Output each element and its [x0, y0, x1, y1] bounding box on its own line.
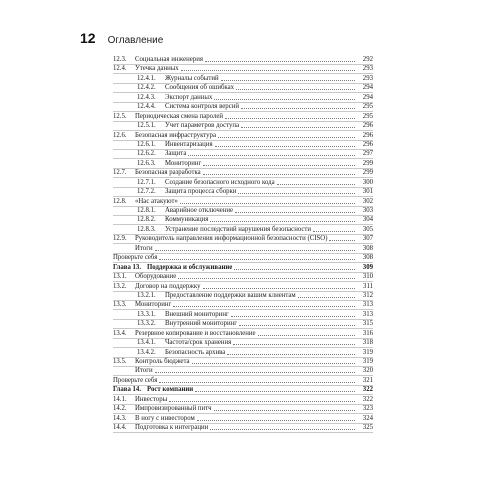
toc-entry-number: 12.8.1.: [137, 207, 156, 214]
toc-entry-page: 323: [362, 405, 373, 413]
toc-entry-number: 12.8.2.: [137, 216, 156, 224]
table-of-contents: [113, 55, 373, 433]
toc-entry-row: [113, 244, 373, 253]
toc-entry-page: 296: [362, 122, 373, 130]
dot-leader: [214, 410, 355, 411]
toc-entry-title: Сообщения об ошибках: [165, 84, 235, 92]
dot-leader: [277, 184, 355, 185]
dot-leader: [231, 316, 355, 317]
toc-entry-row: [113, 291, 373, 300]
toc-entry-title: Мониторинг: [165, 159, 202, 167]
dot-leader: [173, 306, 355, 307]
toc-entry-row: [113, 215, 373, 224]
toc-entry-row: [113, 366, 373, 375]
toc-entry-row: [113, 140, 373, 149]
toc-entry-number: 12.6.: [113, 131, 127, 139]
toc-entry-page: 313: [362, 301, 373, 309]
toc-entry-row: [113, 338, 373, 347]
dot-leader: [236, 89, 355, 90]
toc-entry-row: [113, 112, 373, 121]
toc-entry-page: 319: [362, 358, 373, 365]
dot-leader: [181, 70, 355, 71]
toc-entry-row: [113, 187, 373, 196]
toc-entry-row: [113, 253, 373, 262]
dot-leader: [329, 240, 355, 241]
dot-leader: [180, 203, 355, 204]
dot-leader: [215, 146, 355, 147]
toc-entry-row: [113, 55, 373, 64]
toc-entry-row: [113, 376, 373, 385]
toc-entry-title: Социальная инженерия: [135, 56, 203, 63]
toc-entry-number: 13.2.1.: [137, 291, 156, 299]
dot-leader: [313, 231, 355, 232]
toc-entry-title: Безопасность архива: [165, 348, 226, 356]
toc-entry-page: 294: [362, 84, 373, 92]
toc-entry-title: Журналы событий: [165, 74, 219, 82]
toc-entry-number: 13.4.2.: [137, 348, 156, 356]
toc-entry-row: [113, 102, 373, 111]
toc-entry-number: Глава 14.: [113, 386, 142, 394]
toc-entry-title: Частота/срок хранения: [165, 339, 232, 347]
toc-entry-row: [113, 300, 373, 309]
toc-entry-row: [113, 178, 373, 187]
dot-leader: [155, 372, 355, 373]
toc-entry-title: Договор на поддержку: [135, 282, 201, 290]
toc-entry-page: 312: [362, 291, 373, 299]
toc-entry-row: [113, 319, 373, 328]
toc-entry-row: [113, 404, 373, 413]
toc-entry-number: 12.6.3.: [137, 159, 156, 167]
toc-entry-page: 294: [362, 93, 373, 101]
toc-entry-title: Безопасная разработка: [135, 169, 201, 177]
toc-entry-title: Аварийное отключение: [165, 207, 234, 214]
toc-entry-title: Экспорт данных: [165, 93, 213, 101]
toc-entry-title: Рост компании: [147, 386, 194, 394]
toc-entry-page: 318: [362, 339, 373, 347]
dot-leader: [227, 354, 355, 355]
dot-leader: [210, 429, 355, 430]
toc-entry-number: 13.3.2.: [137, 320, 156, 328]
toc-entry-page: 295: [362, 112, 373, 120]
toc-entry-title: Резервное копирование и восстановление: [135, 329, 256, 337]
dot-leader: [192, 363, 355, 364]
toc-entry-title: Проверьте себя: [113, 376, 158, 384]
toc-entry-page: 324: [362, 414, 373, 422]
toc-entry-row: [113, 149, 373, 158]
toc-entry-page: 307: [362, 235, 373, 243]
toc-entry-number: Глава 13.: [113, 263, 142, 271]
dot-leader: [298, 297, 355, 298]
toc-entry-title: Защита: [165, 150, 187, 158]
toc-entry-number: 14.4.: [113, 424, 127, 432]
toc-entry-page: 316: [362, 329, 373, 337]
toc-entry-title: Устранение последствий нарушения безопасности: [165, 225, 312, 233]
toc-entry-number: 12.9.: [113, 235, 127, 243]
toc-entry-number: 13.1.: [113, 273, 127, 281]
toc-entry-row: [113, 423, 373, 432]
dot-leader: [155, 250, 355, 251]
toc-entry-title: Руководитель направления информационной безопасности (CISO): [135, 235, 328, 243]
toc-entry-page: 302: [362, 197, 373, 205]
toc-entry-number: 12.5.1.: [137, 122, 156, 130]
toc-entry-number: 12.7.2.: [137, 188, 156, 196]
dot-leader: [239, 325, 355, 326]
dot-leader: [195, 391, 355, 392]
toc-entry-page: 320: [362, 367, 373, 375]
dot-leader: [159, 259, 355, 260]
toc-entry-page: 293: [362, 74, 373, 82]
toc-entry-number: 12.7.: [113, 169, 127, 177]
toc-chapter-row: [113, 385, 373, 394]
toc-entry-title: Импровизированный питч: [135, 405, 212, 413]
dot-leader: [225, 118, 355, 119]
toc-entry-title: Периодическая смена паролей: [135, 112, 224, 120]
toc-entry-row: [113, 93, 373, 102]
toc-entry-number: 13.5.: [113, 358, 127, 365]
toc-entry-page: 296: [362, 140, 373, 148]
toc-entry-row: [113, 414, 373, 423]
toc-entry-number: 12.4.1.: [137, 74, 156, 82]
toc-entry-page: 325: [362, 424, 373, 432]
toc-entry-row: [113, 282, 373, 291]
toc-entry-page: 308: [362, 254, 373, 262]
page-header: [80, 30, 163, 46]
dot-leader: [233, 344, 355, 345]
toc-entry-page: 299: [362, 169, 373, 177]
toc-entry-number: 12.6.1.: [137, 140, 156, 148]
toc-entry-title: Мониторинг: [135, 301, 172, 309]
toc-entry-page: 310: [362, 273, 373, 281]
toc-entry-row: [113, 206, 373, 215]
toc-entry-page: 311: [363, 282, 373, 290]
toc-entry-title: Учет параметров доступа: [165, 122, 240, 130]
toc-entry-page: 308: [362, 244, 373, 252]
dot-leader: [203, 165, 355, 166]
dot-leader: [218, 137, 355, 138]
toc-entry-number: 13.4.: [113, 329, 127, 337]
toc-entry-number: 14.2.: [113, 405, 127, 413]
toc-entry-page: 295: [362, 103, 373, 111]
toc-entry-page: 322: [362, 395, 373, 403]
toc-entry-number: 12.4.4.: [137, 103, 156, 111]
toc-entry-page: 322: [362, 386, 373, 394]
toc-entry-title: Защита процесса сборки: [165, 188, 237, 196]
dot-leader: [203, 288, 355, 289]
dot-leader: [203, 174, 355, 175]
toc-entry-row: [113, 329, 373, 338]
toc-entry-row: [113, 74, 373, 83]
dot-leader: [169, 401, 355, 402]
toc-entry-title: Инвесторы: [135, 395, 168, 403]
toc-entry-title: Внешний мониторинг: [165, 310, 229, 318]
toc-entry-number: 12.4.3.: [137, 93, 156, 101]
toc-entry-title: Оборудование: [135, 273, 177, 281]
toc-entry-title: В ногу с инвестором: [135, 414, 195, 422]
toc-entry-number: 13.3.: [113, 301, 127, 309]
toc-entry-title: Поддержка и обслуживание: [147, 263, 233, 271]
toc-entry-page: 293: [362, 65, 373, 73]
dot-leader: [178, 278, 355, 279]
toc-entry-number: 12.8.3.: [137, 225, 156, 233]
page-number: 12: [80, 30, 96, 46]
page-title: Оглавление: [107, 35, 164, 46]
dot-leader: [210, 221, 355, 222]
toc-entry-number: 12.8.: [113, 197, 127, 205]
toc-entry-title: Предоставление поддержки вашим клиентам: [165, 291, 296, 299]
dot-leader: [221, 80, 355, 81]
toc-entry-number: 12.7.1.: [137, 178, 156, 186]
dot-leader: [188, 155, 355, 156]
toc-entry-number: 14.3.: [113, 414, 127, 422]
toc-entry-page: 292: [362, 56, 373, 63]
toc-entry-page: 297: [362, 150, 373, 158]
dot-leader: [241, 127, 355, 128]
toc-entry-number: 13.4.1.: [137, 339, 156, 347]
toc-entry-row: [113, 272, 373, 281]
dot-leader: [241, 108, 355, 109]
dot-leader: [159, 382, 355, 383]
dot-leader: [234, 269, 355, 270]
toc-entry-page: 303: [362, 207, 373, 214]
toc-entry-row: [113, 64, 373, 73]
toc-entry-page: 321: [362, 376, 373, 384]
dot-leader: [258, 335, 355, 336]
toc-entry-page: 299: [362, 159, 373, 167]
toc-entry-title: Подготовка к интеграции: [135, 424, 209, 432]
toc-entry-page: 296: [362, 131, 373, 139]
toc-entry-page: 301: [362, 188, 373, 196]
dot-leader: [235, 212, 355, 213]
dot-leader: [197, 420, 355, 421]
toc-entry-title: Создание безопасного исходного кода: [165, 178, 275, 186]
toc-entry-row: [113, 131, 373, 140]
toc-entry-page: 309: [362, 263, 373, 271]
toc-entry-number: 12.5.: [113, 112, 127, 120]
toc-entry-page: 315: [362, 320, 373, 328]
dot-leader: [205, 61, 355, 62]
toc-entry-title: Инвентаризация: [165, 140, 213, 148]
toc-entry-page: 319: [362, 348, 373, 356]
toc-entry-row: [113, 234, 373, 243]
toc-entry-page: 305: [362, 225, 373, 233]
toc-entry-title: Утечка данных: [135, 65, 179, 73]
toc-entry-title: Коммуникация: [165, 216, 209, 224]
toc-entry-title: Проверьте себя: [113, 254, 158, 262]
toc-entry-row: [113, 159, 373, 168]
toc-entry-number: 12.4.: [113, 65, 127, 73]
toc-entry-row: [113, 168, 373, 177]
toc-entry-row: [113, 310, 373, 319]
toc-entry-row: [113, 83, 373, 92]
toc-entry-page: 304: [362, 216, 373, 224]
toc-entry-row: [113, 225, 373, 234]
toc-entry-title: Итоги: [135, 367, 153, 375]
toc-entry-number: 13.2.: [113, 282, 127, 290]
toc-entry-title: «Нас атакуют»: [135, 197, 178, 205]
toc-entry-row: [113, 395, 373, 404]
toc-entry-number: 12.4.2.: [137, 84, 156, 92]
dot-leader: [214, 99, 355, 100]
toc-entry-title: Внутренний мониторинг: [165, 320, 238, 328]
toc-entry-number: 12.3.: [113, 56, 127, 63]
toc-entry-row: [113, 121, 373, 130]
toc-entry-number: 13.3.1.: [137, 310, 156, 318]
toc-entry-row: [113, 348, 373, 357]
toc-entry-number: 14.1.: [113, 395, 127, 403]
toc-entry-title: Контроль бюджета: [135, 358, 190, 365]
toc-entry-page: 313: [362, 310, 373, 318]
toc-entry-title: Безопасная инфраструктура: [135, 131, 216, 139]
toc-entry-page: 300: [362, 178, 373, 186]
toc-entry-title: Итоги: [135, 244, 153, 252]
dot-leader: [238, 193, 355, 194]
toc-entry-row: [113, 197, 373, 206]
toc-entry-number: 12.6.2.: [137, 150, 156, 158]
toc-entry-row: [113, 357, 373, 366]
toc-entry-title: Система контроля версий: [165, 103, 239, 111]
toc-chapter-row: [113, 263, 373, 272]
